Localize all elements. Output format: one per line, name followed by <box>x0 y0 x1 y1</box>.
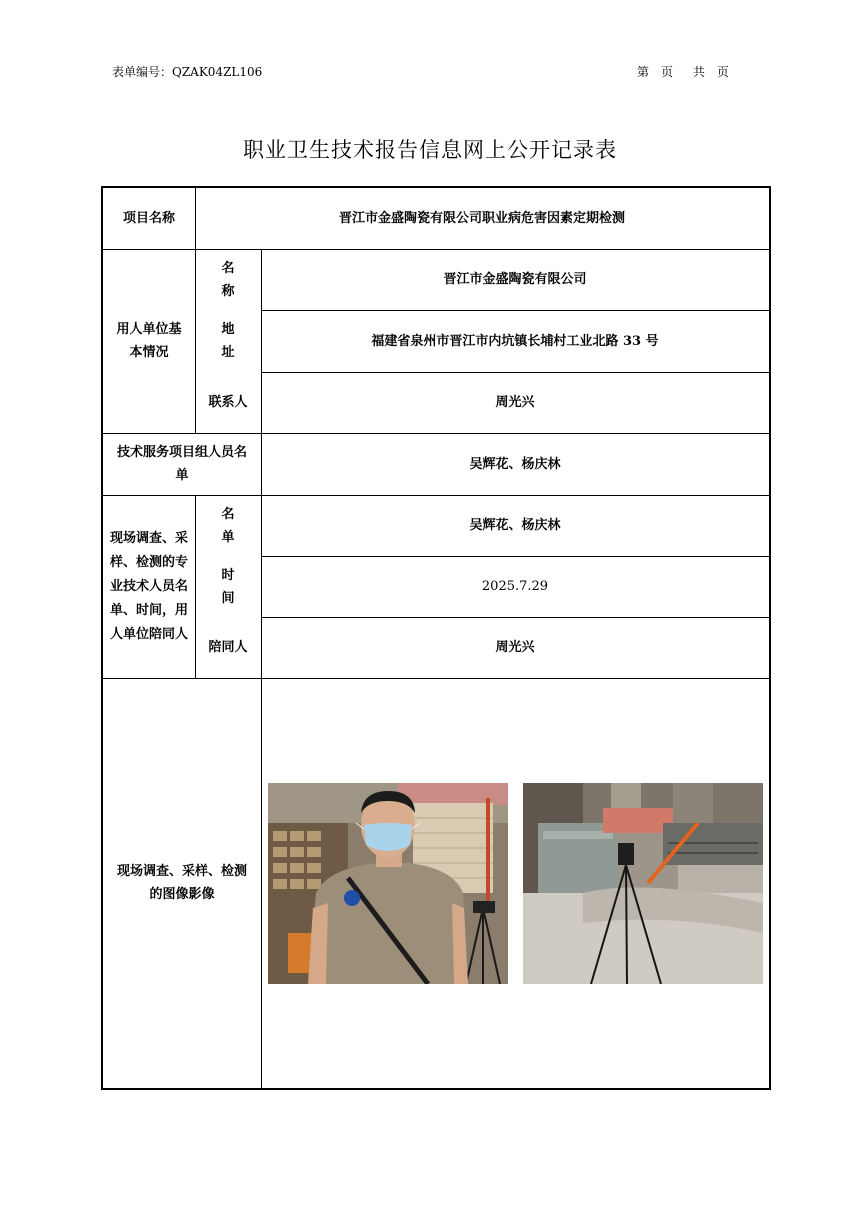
employer-contact-label: 联系人 <box>208 395 248 410</box>
employer-label: 用人单位基本情况 <box>116 322 182 360</box>
employer-address-label: 地址 <box>221 322 255 360</box>
images-label: 现场调查、采样、检测的图像影像 <box>116 864 247 902</box>
survey-time-label: 时间 <box>221 567 255 606</box>
employer-address-value: 福建省泉州市晋江市内坑镇长埔村工业北路 33 号 <box>371 333 659 349</box>
page-counter: 第 页 共 页 <box>637 65 729 79</box>
survey-escort-label: 陪同人 <box>208 640 248 655</box>
sampling-tripod-photo <box>523 783 763 984</box>
survey-names-value: 吴辉花、杨庆林 <box>469 518 561 533</box>
record-table <box>101 186 771 1090</box>
project-value: 晋江市金盛陶瓷有限公司职业病危害因素定期检测 <box>338 211 625 226</box>
form-number: 表单编号：QZAK04ZL106 <box>112 65 263 79</box>
employer-contact-value: 周光兴 <box>495 395 535 410</box>
survey-label: 现场调查、采样、检测的专业技术人员名单、时间，用人单位陪同人 <box>109 530 188 642</box>
employer-name-label: 名称 <box>221 260 255 299</box>
survey-names-label: 名单 <box>221 506 255 545</box>
employer-name-value: 晋江市金盛陶瓷有限公司 <box>443 272 587 287</box>
survey-escort-value: 周光兴 <box>495 640 535 655</box>
team-value: 吴辉花、杨庆林 <box>469 456 561 472</box>
survey-time-value: 2025.7.29 <box>481 579 549 594</box>
team-label: 技术服务项目组人员名单 <box>116 445 247 483</box>
project-label: 项目名称 <box>122 211 175 226</box>
person-with-mask-photo <box>268 783 508 984</box>
page-title: 职业卫生技术报告信息网上公开记录表 <box>243 138 617 162</box>
